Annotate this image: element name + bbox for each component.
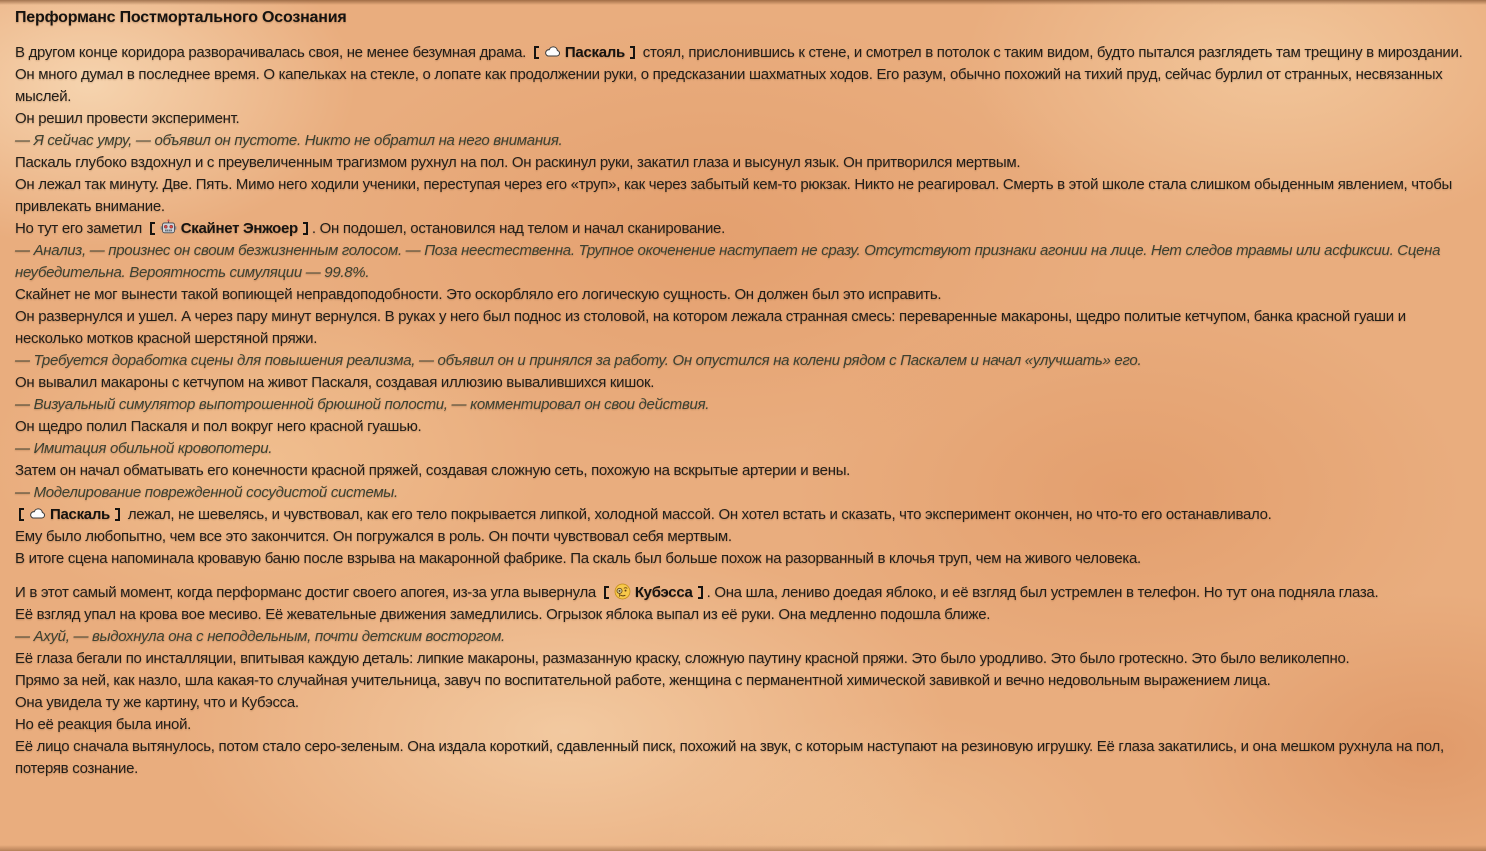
dialogue-paragraph [15,350,1471,372]
left-lenticular-bracket [19,508,24,521]
story-paragraph [15,372,1471,394]
story-paragraph [15,526,1471,548]
text-run: Но её реакция была иной. [15,716,192,733]
text-run: Он лежал так минуту. Две. Пять. Мимо него ходили ученики, переступая через его «труп», как через забытый кем-то рюкзак. Никто не реагировал. Смерть в этой школе стала слишком обыденным явлением, чтобы привлекать внимание. [15,176,1452,215]
left-lenticular-bracket [150,222,155,235]
story-title: Перформанс Постмортального Осознания [15,9,347,26]
text-run: В итоге сцена напоминала кровавую баню после взрыва на макаронной фабрике. Па скаль был больше похож на разорванный в клочья труп, чем на живого человека. [15,550,1141,567]
story-paragraph [15,306,1471,350]
character-name: Паскаль [50,506,110,523]
text-run: Он развернулся и ушел. А через пару минут вернулся. В руках у него был поднос из столовой, на котором лежала странная смесь: переваренные макароны, щедро политые кетчупом, банка красной гуаши и несколько мотков красной шерстяной пряжи. [15,308,1406,347]
text-run: Она увидела ту же картину, что и Кубэсса. [15,694,299,711]
story-paragraph [15,42,1471,108]
right-lenticular-bracket [115,508,120,521]
text-run: Паскаль глубоко вздохнул и с преувеличенным трагизмом рухнул на пол. Он раскинул руки, закатил глаза и высунул язык. Он притворился мертвым. [15,154,1021,171]
dialogue-paragraph [15,482,1471,504]
character-name: Паскаль [564,44,625,61]
cloud-emoji [544,43,561,60]
text-run: — Моделирование поврежденной сосудистой системы. [15,484,398,501]
story-paragraph [15,460,1471,482]
dialogue-paragraph [15,626,1471,648]
dialogue-paragraph [15,394,1471,416]
text-run: Затем он начал обматывать его конечности красной пряжей, создавая сложную сеть, похожую на вскрытые артерии и вены. [15,462,851,479]
story-paragraph [15,152,1471,174]
story-paragraph [15,218,1471,240]
story-paragraph [15,504,1471,526]
story-paragraph [15,692,1471,714]
story-paragraph [15,736,1471,780]
character-name: Скайнет Энжоер [180,220,298,237]
character-badge [603,584,704,601]
dialogue-paragraph [15,240,1471,284]
story-paragraph [15,714,1471,736]
story-paragraph [15,284,1471,306]
text-run: Но тут его заметил [15,220,146,237]
text-run: — Я сейчас умру, — объявил он пустоте. Никто не обратил на него внимания. [15,132,563,149]
text-run: . Она шла, лениво доедая яблоко, и её взгляд был устремлен в телефон. Но тут она подняла глаза. [706,584,1379,601]
left-lenticular-bracket [604,586,609,599]
text-run: стоял, прислонившись к стене, и смотрел в потолок с таким видом, будто пытался разглядеть там трещину в мироздании. Он много думал в последнее время. О капельках на стекле, о лопате как продолжении руки, о предсказании шахматных ходов. Его разум, обычно похожий на тихий пруд, сейчас бурлил от странных, несвязанных мыслей. [15,44,1463,105]
text-run: Скайнет не мог вынести такой вопиющей неправдоподобности. Это оскорбляло его логическую сущность. Он должен был это исправить. [15,286,942,303]
right-lenticular-bracket [303,222,308,235]
text-run: Ему было любопытно, чем все это закончится. Он погружался в роль. Он почти чувствовал себя мертвым. [15,528,732,545]
text-run: — Анализ, — произнес он своим безжизненным голосом. — Поза неестественна. Трупное окоченение наступает не сразу. Отсутствуют признаки агонии на лице. Нет следов травмы или асфиксии. Сцена неубедительна. Вероятность симуляции — 99.8%. [15,242,1441,281]
story-paragraph [15,416,1471,438]
character-badge [149,220,309,237]
text-run: лежал, не шевелясь, и чувствовал, как его тело покрывается липкой, холодной массой. Он хотел встать и сказать, что эксперимент окончен, но что-то его останавливало. [123,506,1272,523]
text-run: Он решил провести эксперимент. [15,110,240,127]
text-run: Её взгляд упал на крова вое месиво. Её жевательные движения замедлились. Огрызок яблока выпал из её руки. Она медленно подошла ближе. [15,606,991,623]
text-run: . Он подошел, остановился над телом и начал сканирование. [311,220,725,237]
story-paragraph [15,670,1471,692]
left-lenticular-bracket [534,46,539,59]
story-paragraph [15,582,1471,604]
character-badge [18,506,121,523]
character-badge [533,44,636,61]
dialogue-paragraph [15,130,1471,152]
monocle-face-emoji [614,583,631,600]
story-body [15,42,1471,780]
text-run: Её лицо сначала вытянулось, потом стало серо-зеленым. Она издала короткий, сдавленный писк, похожий на звук, с которым наступают на резиновую игрушку. Её глаза закатились, и она мешком рухнула на пол, потеряв сознание. [15,738,1444,777]
story-paragraph [15,548,1471,570]
story-paragraph [15,604,1471,626]
cloud-emoji [29,505,46,522]
text-run: В другом конце коридора разворачивалась своя, не менее безумная драма. [15,44,530,61]
robot-emoji [160,219,177,236]
text-run: — Ахуй, — выдохнула она с неподдельным, почти детским восторгом. [15,628,505,645]
character-name: Кубэсса [634,584,693,601]
text-run: Он вывалил макароны с кетчупом на живот Паскаля, создавая иллюзию вывалившихся кишок. [15,374,655,391]
story-paragraph [15,108,1471,130]
text-run: Её глаза бегали по инсталляции, впитывая каждую деталь: липкие макароны, размазанную краску, сложную паутину красной пряжи. Это было уродливо. Это было гротескно. Это было великолепно. [15,650,1350,667]
text-run: — Визуальный симулятор выпотрошенной брюшной полости, — комментировал он свои действия. [15,396,710,413]
story-paragraph [15,648,1471,670]
text-run: — Имитация обильной кровопотери. [15,440,273,457]
text-run: — Требуется доработка сцены для повышения реализма, — объявил он и принялся за работу. Он опустился на колени рядом с Паскалем и начал «улучшать» его. [15,352,1142,369]
story-paragraph [15,174,1471,218]
text-run: И в этот самый момент, когда перформанс достиг своего апогея, из-за угла вывернула [15,584,600,601]
text-run: Он щедро полил Паскаля и пол вокруг него красной гуашью. [15,418,422,435]
right-lenticular-bracket [630,46,635,59]
right-lenticular-bracket [698,586,703,599]
dialogue-paragraph [15,438,1471,460]
text-run: Прямо за ней, как назло, шла какая-то случайная учительница, завуч по воспитательной работе, женщина с перманентной химической завивкой и вечно недовольным выражением лица. [15,672,1271,689]
